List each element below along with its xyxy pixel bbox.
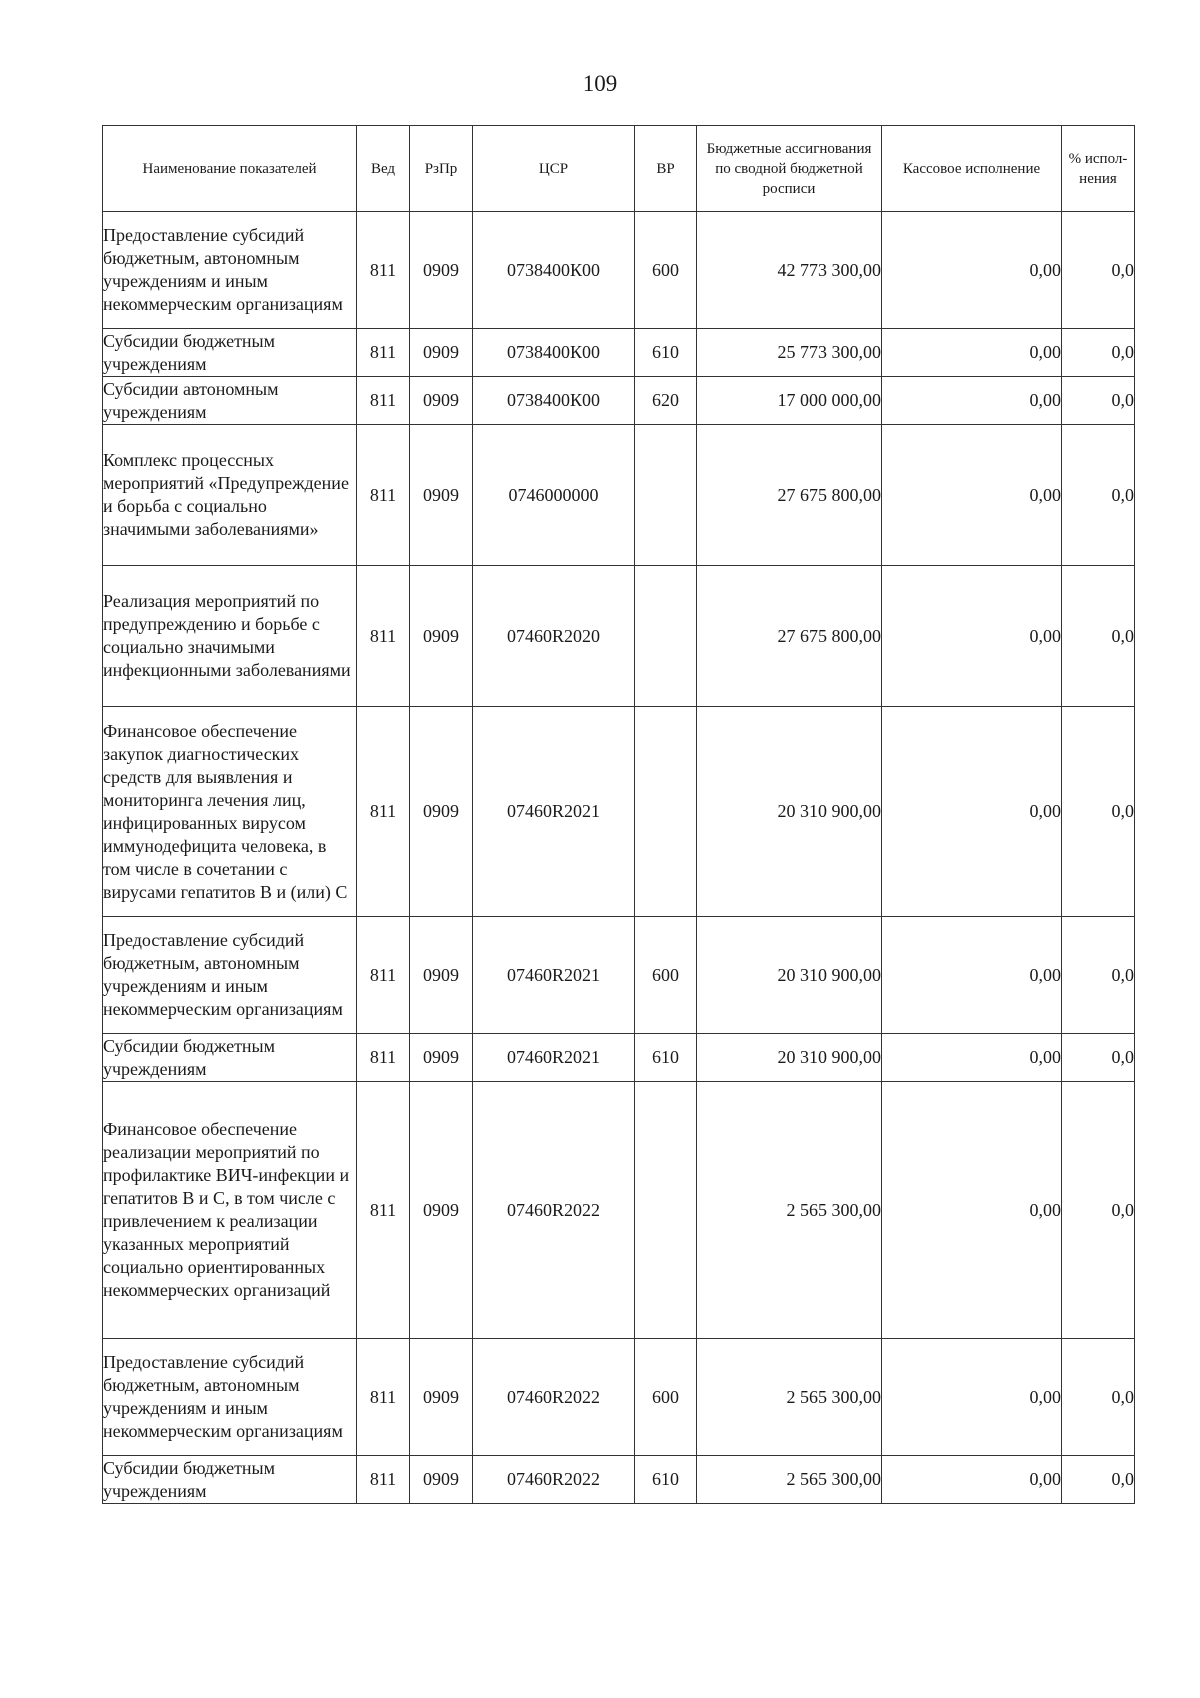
cell-name: Финансовое обеспечение закупок диагностических средств для выявления и мониторинга лечения лиц, инфицированных вирусом иммунодефицита человека, в том числе в сочетании с вирусами гепатитов В и (или) С xyxy=(103,707,357,917)
cell-cash: 0,00 xyxy=(882,566,1062,707)
table-row xyxy=(103,1034,1135,1082)
table-row xyxy=(103,425,1135,566)
table-row xyxy=(103,707,1135,917)
cell-percent: 0,0 xyxy=(1062,425,1135,566)
cell-allocations: 42 773 300,00 xyxy=(697,212,882,329)
cell-percent: 0,0 xyxy=(1062,1339,1135,1456)
cell-vr: 610 xyxy=(635,1034,697,1082)
cell-name: Субсидии автономным учреждениям xyxy=(103,377,357,425)
cell-name: Субсидии бюджетным учреждениям xyxy=(103,1034,357,1082)
cell-name: Субсидии бюджетным учреждениям xyxy=(103,1456,357,1504)
cell-name: Предоставление субсидий бюджетным, автономным учреждениям и иным некоммерческим организациям xyxy=(103,212,357,329)
cell-csr: 07460R2022 xyxy=(473,1456,635,1504)
cell-allocations: 20 310 900,00 xyxy=(697,707,882,917)
cell-rzpr: 0909 xyxy=(410,1339,473,1456)
cell-ved: 811 xyxy=(357,566,410,707)
header-cash: Кассовое исполнение xyxy=(882,126,1062,212)
cell-ved: 811 xyxy=(357,1082,410,1339)
cell-rzpr: 0909 xyxy=(410,1082,473,1339)
cell-rzpr: 0909 xyxy=(410,1456,473,1504)
cell-rzpr: 0909 xyxy=(410,566,473,707)
cell-allocations: 2 565 300,00 xyxy=(697,1456,882,1504)
cell-cash: 0,00 xyxy=(882,212,1062,329)
cell-csr: 0738400К00 xyxy=(473,212,635,329)
cell-csr: 0738400К00 xyxy=(473,329,635,377)
cell-vr xyxy=(635,1082,697,1339)
cell-allocations: 2 565 300,00 xyxy=(697,1082,882,1339)
header-name: Наименование показателей xyxy=(103,126,357,212)
cell-vr: 610 xyxy=(635,1456,697,1504)
cell-ved: 811 xyxy=(357,917,410,1034)
cell-cash: 0,00 xyxy=(882,1339,1062,1456)
cell-allocations: 20 310 900,00 xyxy=(697,917,882,1034)
cell-ved: 811 xyxy=(357,1034,410,1082)
cell-cash: 0,00 xyxy=(882,707,1062,917)
cell-rzpr: 0909 xyxy=(410,329,473,377)
header-ved: Вед xyxy=(357,126,410,212)
page-number: 109 xyxy=(582,71,618,96)
cell-rzpr: 0909 xyxy=(410,1034,473,1082)
cell-vr: 600 xyxy=(635,1339,697,1456)
cell-allocations: 25 773 300,00 xyxy=(697,329,882,377)
cell-name: Реализация мероприятий по предупреждению и борьбе с социально значимыми инфекционными заболеваниями xyxy=(103,566,357,707)
cell-cash: 0,00 xyxy=(882,377,1062,425)
cell-name: Комплекс процессных мероприятий «Предупреждение и борьба с социально значимыми заболеваниями» xyxy=(103,425,357,566)
cell-cash: 0,00 xyxy=(882,329,1062,377)
cell-vr xyxy=(635,425,697,566)
table-row xyxy=(103,1339,1135,1456)
header-rzpr: РзПр xyxy=(410,126,473,212)
cell-cash: 0,00 xyxy=(882,425,1062,566)
cell-allocations: 27 675 800,00 xyxy=(697,566,882,707)
budget-table xyxy=(102,125,1135,1504)
cell-name: Предоставление субсидий бюджетным, автономным учреждениям и иным некоммерческим организациям xyxy=(103,917,357,1034)
header-csr: ЦСР xyxy=(473,126,635,212)
cell-rzpr: 0909 xyxy=(410,917,473,1034)
cell-rzpr: 0909 xyxy=(410,707,473,917)
cell-allocations: 2 565 300,00 xyxy=(697,1339,882,1456)
cell-name: Финансовое обеспечение реализации мероприятий по профилактике ВИЧ-инфекции и гепатитов В и С, в том числе с привлечением к реализации указанных мероприятий социально ориентированных некоммерческих организаций xyxy=(103,1082,357,1339)
cell-percent: 0,0 xyxy=(1062,212,1135,329)
cell-csr: 07460R2021 xyxy=(473,1034,635,1082)
cell-vr: 600 xyxy=(635,212,697,329)
header-percent: % испол-нения xyxy=(1062,126,1135,212)
cell-percent: 0,0 xyxy=(1062,329,1135,377)
cell-allocations: 17 000 000,00 xyxy=(697,377,882,425)
cell-percent: 0,0 xyxy=(1062,566,1135,707)
cell-percent: 0,0 xyxy=(1062,707,1135,917)
cell-csr: 0738400К00 xyxy=(473,377,635,425)
cell-percent: 0,0 xyxy=(1062,1034,1135,1082)
cell-percent: 0,0 xyxy=(1062,1082,1135,1339)
table-row xyxy=(103,377,1135,425)
cell-vr: 620 xyxy=(635,377,697,425)
table-row xyxy=(103,212,1135,329)
cell-csr: 07460R2022 xyxy=(473,1339,635,1456)
header-allocations: Бюджетные ассигнования по сводной бюджетной росписи xyxy=(697,126,882,212)
cell-csr: 07460R2021 xyxy=(473,917,635,1034)
cell-csr: 07460R2022 xyxy=(473,1082,635,1339)
cell-rzpr: 0909 xyxy=(410,425,473,566)
cell-ved: 811 xyxy=(357,377,410,425)
cell-ved: 811 xyxy=(357,329,410,377)
table-row xyxy=(103,1456,1135,1504)
cell-vr: 600 xyxy=(635,917,697,1034)
cell-ved: 811 xyxy=(357,212,410,329)
cell-cash: 0,00 xyxy=(882,1034,1062,1082)
cell-ved: 811 xyxy=(357,1339,410,1456)
cell-percent: 0,0 xyxy=(1062,917,1135,1034)
cell-name: Предоставление субсидий бюджетным, автономным учреждениям и иным некоммерческим организациям xyxy=(103,1339,357,1456)
cell-name: Субсидии бюджетным учреждениям xyxy=(103,329,357,377)
cell-csr: 07460R2021 xyxy=(473,707,635,917)
cell-csr: 07460R2020 xyxy=(473,566,635,707)
table-row xyxy=(103,566,1135,707)
cell-csr: 0746000000 xyxy=(473,425,635,566)
cell-cash: 0,00 xyxy=(882,1082,1062,1339)
cell-allocations: 27 675 800,00 xyxy=(697,425,882,566)
cell-cash: 0,00 xyxy=(882,917,1062,1034)
cell-vr: 610 xyxy=(635,329,697,377)
cell-rzpr: 0909 xyxy=(410,212,473,329)
cell-ved: 811 xyxy=(357,425,410,566)
table-header-row xyxy=(103,126,1135,212)
cell-percent: 0,0 xyxy=(1062,1456,1135,1504)
cell-ved: 811 xyxy=(357,707,410,917)
table-row xyxy=(103,917,1135,1034)
cell-vr xyxy=(635,707,697,917)
table-row xyxy=(103,1082,1135,1339)
cell-allocations: 20 310 900,00 xyxy=(697,1034,882,1082)
cell-vr xyxy=(635,566,697,707)
cell-rzpr: 0909 xyxy=(410,377,473,425)
cell-ved: 811 xyxy=(357,1456,410,1504)
header-vr: ВР xyxy=(635,126,697,212)
cell-percent: 0,0 xyxy=(1062,377,1135,425)
table-row xyxy=(103,329,1135,377)
cell-cash: 0,00 xyxy=(882,1456,1062,1504)
